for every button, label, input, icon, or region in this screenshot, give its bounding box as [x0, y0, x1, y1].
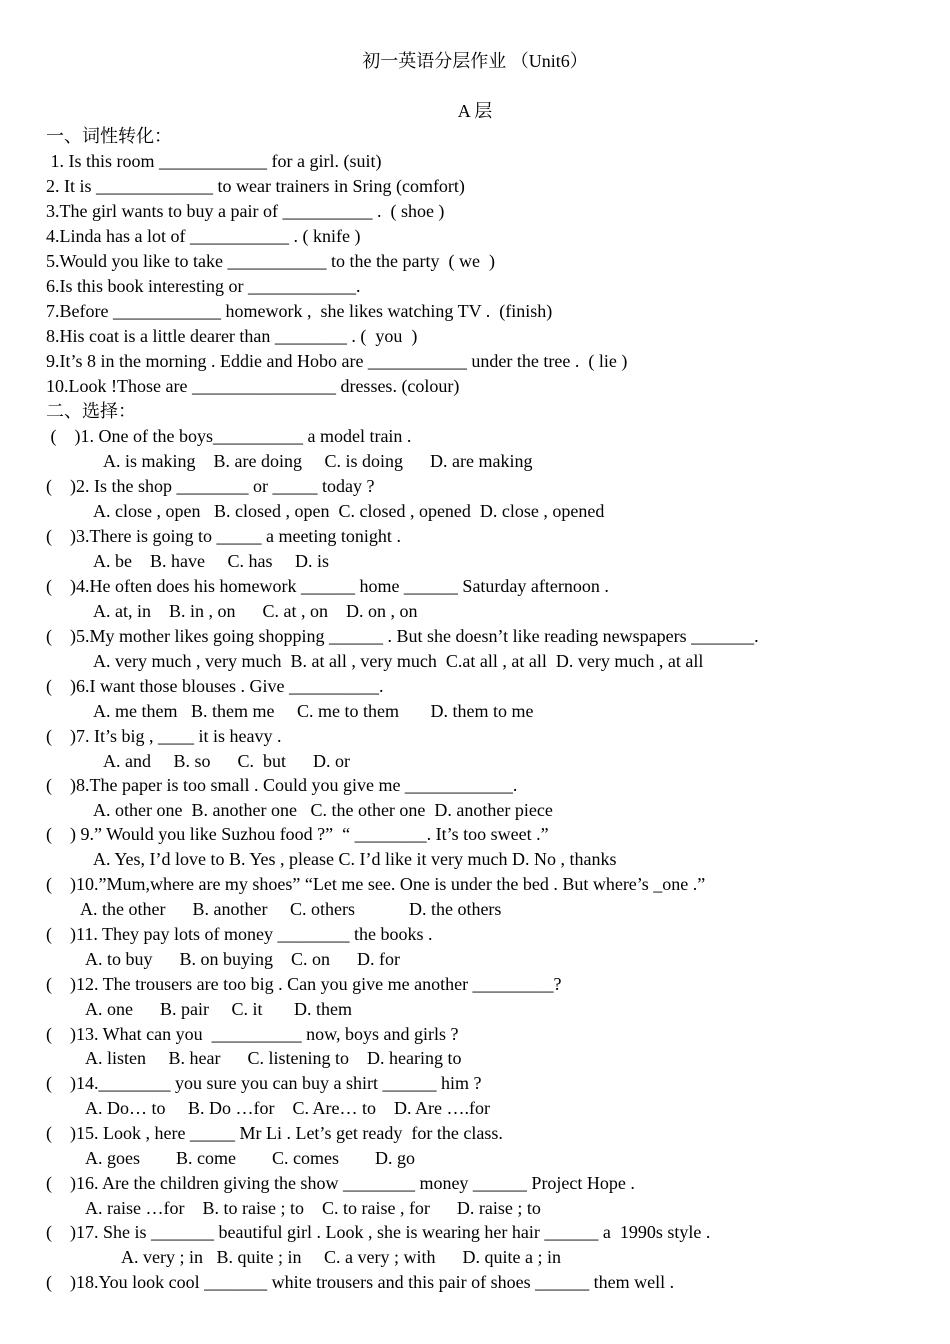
question-stem: ( )17. She is _______ beautiful girl . Look , she is wearing her hair ______ a 1990s style . — [46, 1222, 711, 1242]
question-stem: ( )10.”Mum,where are my shoes” “Let me see. One is under the bed . But where’s _one .” — [46, 874, 706, 894]
section1-item: 8.His coat is a little dearer than ________ . ( you ) — [46, 326, 418, 346]
question-stem: ( )5.My mother likes going shopping ______ . But she doesn’t like reading newspapers _______. — [46, 626, 759, 646]
question-stem: ( )4.He often does his homework ______ home ______ Saturday afternoon . — [46, 576, 609, 596]
question-stem: ( )1. One of the boys__________ a model train . — [46, 426, 412, 446]
section1-heading: 一、词性转化： — [46, 126, 172, 146]
section1-item: 10.Look !Those are ________________ dresses. (colour) — [46, 376, 460, 396]
question-options: A. Yes, I’d love to B. Yes , please C. I’d like it very much D. No , thanks — [93, 849, 617, 869]
question-stem: ( )18.You look cool _______ white trousers and this pair of shoes ______ them well . — [46, 1272, 675, 1292]
section1-item: 7.Before ____________ homework , she likes watching TV . (finish) — [46, 301, 553, 321]
question-options: A. the other B. another C. others D. the others — [80, 899, 502, 919]
level-heading: A 层 — [457, 101, 493, 121]
question-stem: ( )13. What can you __________ now, boys and girls ? — [46, 1024, 459, 1044]
section1-item: 9.It’s 8 in the morning . Eddie and Hobo are ___________ under the tree . ( lie ) — [46, 351, 628, 371]
question-options: A. close , open B. closed , open C. closed , opened D. close , opened — [93, 501, 605, 521]
section1-item: 4.Linda has a lot of ___________ . ( knife ) — [46, 226, 361, 246]
question-options: A. one B. pair C. it D. them — [85, 999, 352, 1019]
question-options: A. goes B. come C. comes D. go — [85, 1148, 415, 1168]
question-options: A. to buy B. on buying C. on D. for — [85, 949, 400, 969]
question-options: A. is making B. are doing C. is doing D. are making — [103, 451, 533, 471]
question-options: A. Do… to B. Do …for C. Are… to D. Are ….for — [85, 1098, 490, 1118]
question-options: A. other one B. another one C. the other one D. another piece — [93, 800, 553, 820]
question-options: A. listen B. hear C. listening to D. hearing to — [85, 1048, 462, 1068]
question-options: A. be B. have C. has D. is — [93, 551, 329, 571]
section1-item: 3.The girl wants to buy a pair of __________ . ( shoe ) — [46, 201, 445, 221]
question-options: A. at, in B. in , on C. at , on D. on , on — [93, 601, 418, 621]
section1-item: 1. Is this room ____________ for a girl. (suit) — [46, 151, 382, 171]
page-title: 初一英语分层作业 （Unit6） — [362, 51, 588, 71]
question-stem: ( )7. It’s big , ____ it is heavy . — [46, 726, 282, 746]
question-options: A. raise …for B. to raise ; to C. to raise , for D. raise ; to — [85, 1198, 541, 1218]
question-options: A. very much , very much B. at all , very much C.at all , at all D. very much , at all — [93, 651, 704, 671]
question-options: A. me them B. them me C. me to them D. them to me — [93, 701, 534, 721]
question-stem: ( )16. Are the children giving the show ________ money ______ Project Hope . — [46, 1173, 635, 1193]
section2-heading: 二、选择： — [46, 401, 136, 421]
question-options: A. and B. so C. but D. or — [103, 751, 350, 771]
question-options: A. very ; in B. quite ; in C. a very ; with D. quite a ; in — [121, 1247, 561, 1267]
section1-item: 2. It is _____________ to wear trainers in Sring (comfort) — [46, 176, 465, 196]
question-stem: ( )14.________ you sure you can buy a shirt ______ him ? — [46, 1073, 482, 1093]
question-stem: ( )12. The trousers are too big . Can you give me another _________? — [46, 974, 562, 994]
question-stem: ( )3.There is going to _____ a meeting tonight . — [46, 526, 401, 546]
section1-item: 6.Is this book interesting or ____________. — [46, 276, 361, 296]
section1-item: 5.Would you like to take ___________ to the the party ( we ) — [46, 251, 495, 271]
question-stem: ( )11. They pay lots of money ________ the books . — [46, 924, 433, 944]
question-stem: ( )15. Look , here _____ Mr Li . Let’s get ready for the class. — [46, 1123, 503, 1143]
question-stem: ( )6.I want those blouses . Give __________. — [46, 676, 384, 696]
question-stem: ( )8.The paper is too small . Could you give me ____________. — [46, 775, 518, 795]
question-stem: ( ) 9.” Would you like Suzhou food ?” “ ________. It’s too sweet .” — [46, 824, 549, 844]
question-stem: ( )2. Is the shop ________ or _____ today ? — [46, 476, 375, 496]
